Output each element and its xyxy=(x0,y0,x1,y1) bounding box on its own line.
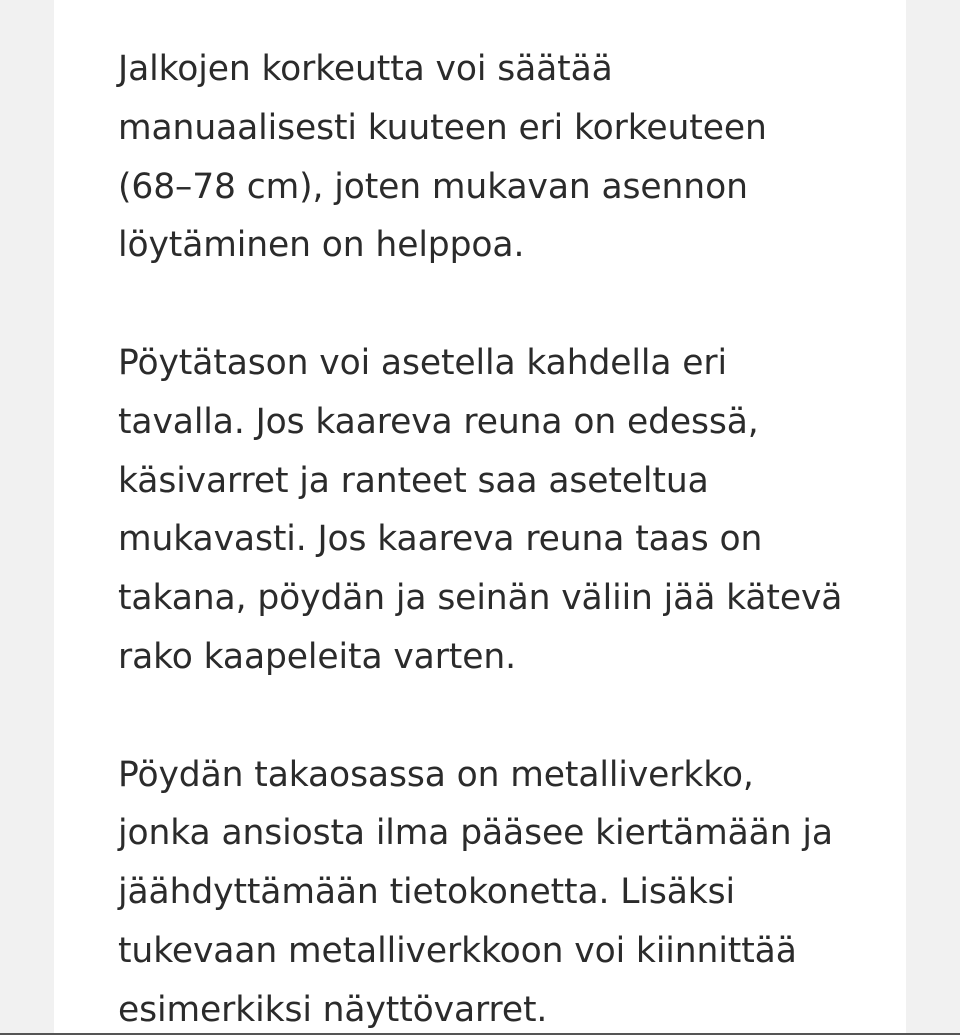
text-line: Pöydän takaosassa on metalliverkko, xyxy=(118,754,754,795)
text-line: käsivarret ja ranteet saa aseteltua xyxy=(118,460,709,501)
paragraph-tabletop-orientation xyxy=(118,334,878,687)
text-line: (68–78 cm), joten mukavan asennon xyxy=(118,166,748,207)
text-line: rako kaapeleita varten. xyxy=(118,636,516,677)
text-line: löytäminen on helppoa. xyxy=(118,225,525,266)
text-line: Jalkojen korkeutta voi säätää xyxy=(118,49,613,89)
text-line: jonka ansiosta ilma pääsee kiertämään ja xyxy=(118,813,833,854)
paragraph-metal-mesh xyxy=(118,746,878,1035)
text-line: esimerkiksi näyttövarret. xyxy=(118,989,548,1030)
article-body xyxy=(118,40,878,1035)
text-line: tavalla. Jos kaareva reuna on edessä, xyxy=(118,401,759,442)
paragraph-adjustable-height xyxy=(118,40,878,275)
text-line: mukavasti. Jos kaareva reuna taas on xyxy=(118,519,763,560)
text-line: tukevaan metalliverkkoon voi kiinnittää xyxy=(118,930,797,971)
text-line: manuaalisesti kuuteen eri korkeuteen xyxy=(118,107,767,148)
text-line: jäähdyttämään tietokonetta. Lisäksi xyxy=(118,872,735,913)
article-card xyxy=(54,0,906,1035)
text-line: takana, pöydän ja seinän väliin jää kätevä xyxy=(118,578,843,619)
text-line: Pöytätason voi asetella kahdella eri xyxy=(118,342,727,383)
